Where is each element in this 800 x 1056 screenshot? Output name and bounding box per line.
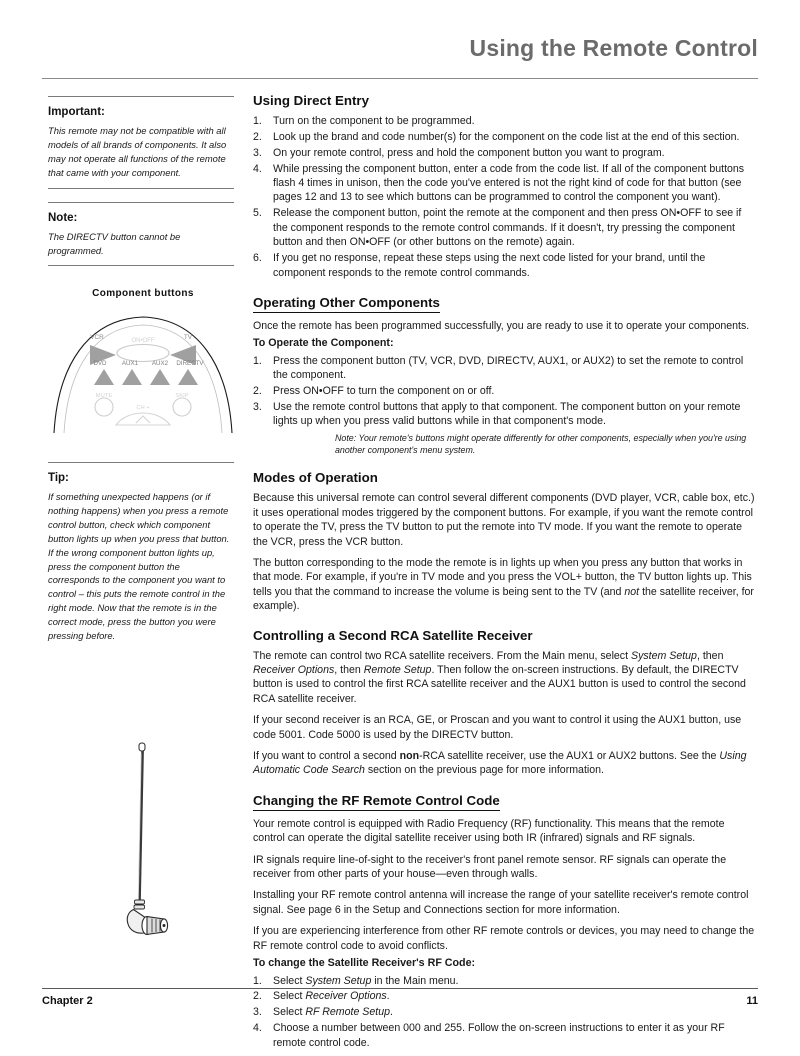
sidebar-tip-block: [48, 462, 234, 651]
list-item: [253, 1005, 758, 1019]
heading-operating-other-components: Operating Other Components: [253, 295, 440, 313]
sr-p1-a: The remote can control two RCA satellite receivers. From the Main menu, select: [253, 649, 631, 662]
list-item: [253, 130, 758, 144]
remote-tv-label: TV: [183, 334, 193, 341]
list-item: [253, 162, 758, 205]
step-number: 3.: [253, 401, 262, 414]
step-number: 2.: [253, 385, 262, 398]
rf-step2-em: Receiver Options: [305, 990, 387, 1003]
step-text: Turn on the component to be programmed.: [273, 114, 475, 127]
remote-ch-label: CH +: [136, 405, 150, 411]
sr-p3-bold: non: [399, 750, 420, 763]
second-receiver-paragraph-1: [253, 649, 758, 707]
step-text: Look up the brand and code number(s) for the component on the code list at the end of this section.: [273, 130, 740, 143]
sr-p3-b: -RCA satellite receiver, use the AUX1 or AUX2 buttons. See the: [419, 750, 720, 763]
sidebar-spacer-1: [48, 189, 234, 202]
rf-paragraph-2: IR signals require line-of-sight to the receiver's front panel remote sensor. RF signals can operate the receiver from other parts of your house—even through walls.: [253, 853, 727, 880]
list-item: [253, 974, 758, 988]
antenna-collar-1: [135, 900, 145, 904]
step-number: 2.: [253, 990, 262, 1003]
sidebar: [48, 96, 234, 266]
remote-illustration: [48, 288, 238, 440]
step-text: Press ON•OFF to turn the component on or off.: [273, 385, 495, 398]
main-content: [253, 93, 758, 1056]
sr-p1-em1: System Setup: [631, 649, 697, 662]
rf-paragraph-4: If you are experiencing interference from other RF remote controls or devices, you may need to change the RF remote control code to avoid conflicts.: [253, 925, 755, 952]
modes-p2-part-b: the satellite receiver, for example).: [253, 585, 754, 613]
step-number: 1.: [253, 974, 262, 987]
heading-using-direct-entry: Using Direct Entry: [253, 93, 370, 108]
step-number: 3.: [253, 146, 262, 159]
operating-other-intro: Once the remote has been programmed successfully, you are ready to use it to operate your components.: [253, 319, 750, 332]
footer-page-number: 11: [746, 995, 758, 1007]
remote-top-diagram: [48, 305, 238, 435]
sidebar-tip-heading: Tip:: [48, 472, 69, 484]
rf-step2-b: .: [386, 990, 390, 1003]
rf-step1-em: System Setup: [305, 974, 372, 987]
antenna-tip: [139, 743, 145, 751]
sidebar-divider-note-bottom: [48, 265, 234, 266]
operating-other-step-list: [253, 354, 758, 457]
section-operating-other-components: [253, 294, 758, 457]
sr-p1-em3: Remote Setup: [363, 663, 432, 676]
footer-chapter-label: Chapter 2: [42, 995, 93, 1007]
sr-p1-d: . Then follow the on-screen instructions. By default, the DIRECTV button is used to control the first RCA satellite receiver and the AUX1 button is used to control the second RCA satellite receiver.: [253, 663, 746, 705]
rf-paragraph-1: Your remote control is equipped with Radio Frequency (RF) functionality. This means that the remote control can operate the digital satellite receiver using both IR (infrared) signals and RF signals.: [253, 817, 725, 845]
footer-divider: [42, 988, 758, 989]
step-text: Use the remote control buttons that apply to that component. The component button on your remote lights up when you press valid buttons while in that component's mode.: [273, 401, 741, 428]
page-header: [42, 36, 758, 61]
remote-aux2-button: [150, 369, 170, 385]
remote-mute-label: MUTE: [95, 393, 113, 399]
remote-channel-rocker: [116, 413, 170, 425]
heading-modes-of-operation: Modes of Operation: [253, 470, 378, 486]
remote-directv-button: [178, 369, 198, 385]
step-number: 3.: [253, 1006, 262, 1019]
rf-paragraph-3: Installing your RF remote control antenna will increase the range of your satellite receiver's remote control signal. See page 6 in the Setup and Connections section for more information.: [253, 889, 749, 916]
step-number: 1.: [253, 114, 262, 127]
remote-dvd-label: DVD: [93, 360, 107, 367]
operating-other-subheading: To Operate the Component:: [253, 337, 394, 350]
remote-mute-button: [95, 398, 113, 416]
antenna-diagram: [90, 742, 200, 952]
section-using-direct-entry: [253, 93, 758, 280]
sidebar-tip-body: If something unexpected happens (or if nothing happens) when you press a remote control button, check which component button lights up when you press that button. If the wrong component button lights up, press the component button the corresponds to the component you want to control – this puts the remote control in the right mode. Now that the remote is in the correct mode, press the button you were pressing before.: [48, 491, 230, 642]
step-text: Release the component button, point the remote at the component and then press ON•OFF to see if the component responds to the remote control commands. If it doesn't, try pressing the component button and then ON•OFF (or other buttons on the remote) again.: [273, 207, 742, 249]
section-modes-of-operation: [253, 470, 758, 613]
list-item: [253, 384, 758, 398]
remote-vcr-label: VCR: [90, 334, 104, 341]
second-receiver-paragraph-2: If your second receiver is an RCA, GE, or Proscan and you want to control it using the AUX1 button, use code 5001. Code 5000 is used by the DIRECTV button.: [253, 714, 742, 741]
remote-directv-label: DIRECTV: [176, 360, 204, 367]
step-text: On your remote control, press and hold the component button you want to program.: [273, 146, 665, 159]
sidebar-note-heading: Note:: [48, 211, 78, 224]
section-rf-remote-control-code: [253, 792, 758, 1050]
step-number: 2.: [253, 130, 262, 143]
rf-step-list: [253, 974, 758, 1051]
rf-step2-a: Select: [273, 990, 306, 1003]
page-title: Using the Remote Control: [469, 35, 758, 61]
remote-onoff-label: ON•OFF: [131, 338, 155, 344]
operating-other-note: Note: Your remote's buttons might operate differently for other components, especially when you're using another component's menu system.: [335, 432, 747, 456]
remote-onoff-button: [117, 345, 169, 362]
rf-step1-a: Select: [273, 974, 306, 987]
modes-p2-part-a: The button corresponding to the mode the remote is in lights up when you press any button that works in that mode. For example, if you're in TV mode and you press the VOL+ button, the TV button lights up. This tells you that the command to increase the volume is being sent to the TV (and: [253, 557, 752, 598]
rf-step3-a: Select: [273, 1006, 306, 1019]
sidebar-important-body: This remote may not be compatible with all models of all brands of components. It also may not operate all functions of the remote that came with your component.: [48, 125, 227, 178]
remote-skip-label: SKIP: [175, 393, 189, 399]
rf-step1-b: in the Main menu.: [371, 974, 459, 987]
rf-antenna-illustration: [90, 742, 200, 952]
step-text: Press the component button (TV, VCR, DVD, DIRECTV, AUX1, or AUX2) to set the remote to control the component.: [273, 354, 744, 382]
sr-p3-a: If you want to control a second: [253, 750, 400, 763]
step-number: 1.: [253, 354, 262, 367]
antenna-collar-2: [134, 905, 145, 909]
section-second-rca-receiver: [253, 628, 758, 778]
sidebar-important-heading: Important:: [48, 106, 105, 118]
remote-figure-caption: Component buttons: [92, 288, 194, 299]
sr-p1-em2: Receiver Options: [253, 663, 335, 676]
connector-center-pin: [163, 924, 166, 927]
step-number: 5.: [253, 207, 262, 220]
heading-second-rca-receiver: Controlling a Second RCA Satellite Receiver: [253, 627, 533, 643]
second-receiver-paragraph-3: [253, 749, 758, 778]
step-text: Choose a number between 000 and 255. Follow the on-screen instructions to enter it as your RF remote control code.: [273, 1022, 725, 1049]
remote-channel-up-arrow-icon: [136, 416, 150, 423]
modes-paragraph-1: Because this universal remote can control several different components (DVD player, VCR, cable box, etc.) it uses operational modes triggered by the component buttons. For example, if you want the remote control to operate the TV, press the TV button to put the remote into TV mode. If you want the remote to operate the VCR, press the VCR button.: [253, 492, 755, 548]
sr-p1-b: , then: [696, 649, 724, 662]
step-number: 4.: [253, 162, 262, 175]
header-divider: [42, 78, 758, 79]
remote-skip-button: [173, 398, 191, 416]
sr-p1-c: , then: [334, 663, 364, 676]
heading-rf-remote-control-code: Changing the RF Remote Control Code: [253, 793, 500, 811]
modes-p2-emphasis: not: [624, 585, 640, 598]
list-item: [253, 146, 758, 160]
direct-entry-step-list: [253, 114, 758, 280]
list-item: [253, 206, 758, 249]
rf-step3-em: RF Remote Setup: [305, 1006, 390, 1019]
remote-dvd-button: [94, 369, 114, 385]
remote-aux1-button: [122, 369, 142, 385]
sidebar-divider-tip-top: [48, 462, 234, 463]
list-item: [253, 354, 758, 383]
sidebar-divider-top: [48, 96, 234, 97]
list-item: [253, 400, 758, 456]
sr-p3-em: Using Automatic Code Search: [253, 750, 747, 777]
remote-aux2-label: AUX2: [151, 360, 169, 367]
remote-aux1-label: AUX1: [121, 360, 139, 367]
page-footer: [42, 995, 758, 1007]
rf-subheading: To change the Satellite Receiver's RF Code:: [253, 957, 476, 970]
modes-paragraph-2: [253, 556, 758, 614]
sidebar-divider-note-top: [48, 202, 234, 203]
rf-step3-b: .: [390, 1006, 393, 1019]
step-number: 4.: [253, 1022, 262, 1035]
sr-p3-c: section on the previous page for more information.: [364, 764, 604, 777]
step-text: While pressing the component button, enter a code from the code list. If all of the component buttons flash 4 times in unison, then the code you've entered is not the right kind of code for that button (see pages 12 and 13 to see which buttons can be programmed to control the component you want).: [273, 162, 745, 204]
step-text: If you get no response, repeat these steps using the next code listed for your brand, until the component responds to the remote control commands.: [273, 252, 706, 279]
list-item: [253, 251, 758, 280]
sidebar-note-body: The DIRECTV button cannot be programmed.: [48, 230, 181, 256]
list-item: [253, 114, 758, 128]
step-number: 6.: [253, 252, 262, 265]
